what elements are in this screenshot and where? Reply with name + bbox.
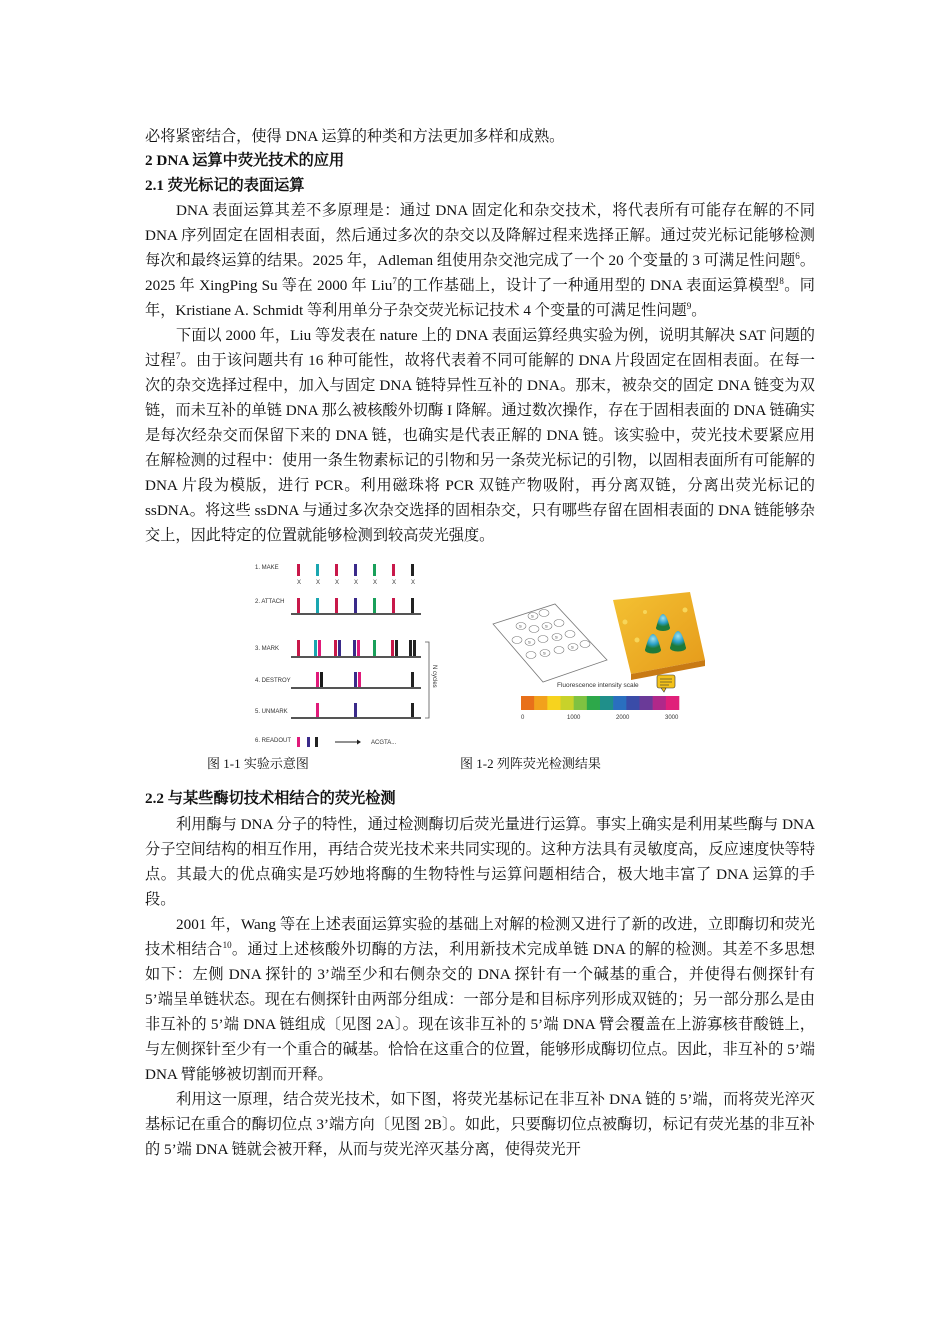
- readout-row: [297, 737, 397, 747]
- paragraph-fluorophore-principle: 利用这一原理，结合荧光技术，如下图，将荧光基标记在非互补 DNA 链的 5’端，而将荧光淬灭基标记在重合的酶切位点 3’端方向〔见图 2B〕。如此，只要酶切位点被酶切，标记有荧光基的非互补的 5’端 DNA 链就会被开释，从而与荧光淬灭基分离，使得荧光开: [145, 1090, 815, 1158]
- figure-experiment-schematic: [253, 560, 463, 760]
- step-label-unmark: 5. UNMARK: [255, 709, 288, 715]
- paragraph-surface-computing: DNA 表面运算其差不多原理是：通过 DNA 固定化和杂交技术，将代表所有可能存在解的不同 DNA 序列固定在固相表面，然后通过多次的杂交以及降解过程来选择正解。通过荧光标记能够检测每次和最终运算的结果。2025 年，Adleman 组使用杂交池完成了一个 20 个变量的 3 可满足性问题$^6$。2025 年 XingPing Su 等在 2000 年 Liu$^7$的工作基础上，设计了一种通用型的 DNA 表面运算模型$^8$。同年，Kristiane A. Schmidt 等利用单分子杂交荧光标记技术 4 个变量的可满足性问题$^9$。: [145, 202, 816, 319]
- scale-title: Fluorescence intensity scale: [557, 682, 639, 689]
- paragraph-enzyme-methods: 利用酶与 DNA 分子的特性，通过检测酶切后荧光量进行运算。事实上确实是利用某些酶与 DNA 分子空间结构的相互作用，再结合荧光技术来共同实现的。这种方法具有灵敏度高，反应速度快等特点。其最大的优点确实是巧妙地将酶的生物特性与运算问题相结合，极大地丰富了 DNA 运算的手段。: [145, 815, 815, 908]
- section-heading-2-2: 2.2 与某些酶切技术相结合的荧光检测: [145, 790, 396, 807]
- svg-text:S: S: [545, 623, 548, 629]
- comment-icon[interactable]: [657, 675, 675, 692]
- svg-text:S: S: [571, 644, 574, 650]
- unmark-row: [291, 703, 421, 719]
- svg-text:S: S: [519, 623, 522, 629]
- paragraph-wang-method: 2001 年，Wang 等在上述表面运算实验的基础上对解的检测又进行了新的改进，立即酶切和荧光技术相结合$^{10}$。通过上述核酸外切酶的方法，利用新技术完成单链 DNA 的解的检测。其差不多思想如下：左侧 DNA 探针的 3’端至少和右侧杂交的 DNA 探针有一个碱基的重合，并使得右侧探针有 5’端呈单链状态。现在右侧探针由两部分组成：一部分是和目标序列形成双链的；另一部分那么是由非互补的 5’端 DNA 链组成〔见图 2A〕。现在该非互补的 5’端 DNA 臂会覆盖在上游寡核苷酸链上，与左侧探针至少有一个重合的碱基。恰恰在这重合的位置，能够形成酶切位点。因此，非互补的 5’端 DNA 臂能够被切割而开释。: [145, 915, 815, 1083]
- scale-tick-2000: 2000: [616, 715, 630, 721]
- figure-caption-1-1: 图 1-1 实验示意图: [207, 756, 309, 771]
- scale-swatch: [521, 696, 534, 710]
- make-strands: [297, 564, 415, 586]
- section-heading-2: 2 DNA 运算中荧光技术的应用: [145, 152, 345, 169]
- figure-caption-1-2: 图 1-2 列阵荧光检测结果: [460, 756, 601, 771]
- figure-fluorescence-array: [485, 582, 710, 752]
- scale-tick-1000: 1000: [567, 715, 581, 721]
- svg-text:S: S: [543, 650, 546, 656]
- step-label-destroy: 4. DESTROY: [255, 678, 291, 684]
- figure-row: [145, 552, 815, 787]
- scale-swatch: [561, 696, 574, 710]
- scale-swatch: [587, 696, 600, 710]
- scale-swatch: [534, 696, 547, 710]
- svg-text:X: X: [316, 580, 321, 586]
- svg-text:X: X: [335, 580, 340, 586]
- scale-swatch: [600, 696, 613, 710]
- svg-text:S: S: [555, 634, 558, 640]
- step-label-attach: 2. ATTACH: [255, 599, 285, 605]
- scale-swatch: [613, 696, 626, 710]
- paragraph-liu-experiment: 下面以 2000 年，Liu 等发表在 nature 上的 DNA 表面运算经典实验为例，说明其解决 SAT 问题的过程$^7$。由于该问题共有 16 种可能性，故将代表着不同可能解的 DNA 片段固定在固相表面。在每一次的杂交选择过程中，加入与固定 DNA 链特异性互补的 DNA。那末，被杂交的固定 DNA 链变为双链，而未互补的单链 DNA 那么被核酸外切酶 I 降解。通过数次操作，存在于固相表面的 DNA 链确实是每次经杂交而保留下来的 DNA 链，也确实是代表正解的 DNA 链。该实验中，荧光技术要紧应用在解检测的过程中：使用一条生物素标记的引物和另一条荧光标记的引物，以固相表面所有可能解的 DNA 片段为模版，进行 PCR。利用磁珠将 PCR 双链产物吸附，再分离双链，分离出荧光标记的 ssDNA。将这些 ssDNA 与通过多次杂交选择的固相杂交，只有哪些存留在固相表面的 DNA 链能够杂交上，因此特定的位置就能够检测到较高荧光强度。: [145, 327, 815, 544]
- step-label-readout: 6. READOUT: [255, 738, 292, 744]
- scale-swatch: [640, 696, 653, 710]
- svg-text:X: X: [392, 580, 397, 586]
- fluorescence-color-scale: [521, 696, 679, 710]
- scale-swatch: [666, 696, 679, 710]
- svg-text:X: X: [297, 580, 302, 586]
- scale-tick-3000: 3000: [665, 715, 679, 721]
- scale-swatch: [574, 696, 587, 710]
- array-chip: [493, 604, 607, 682]
- scale-tick-0: 0: [521, 715, 525, 721]
- step-label-mark: 3. MARK: [255, 646, 280, 652]
- paragraph-intro: 必将紧密结合，使得 DNA 运算的种类和方法更加多样和成熟。: [145, 128, 565, 145]
- attach-row: [291, 598, 421, 615]
- svg-text:X: X: [373, 580, 378, 586]
- svg-text:X: X: [411, 580, 416, 586]
- mark-row: [291, 640, 421, 658]
- intensity-surface: [613, 592, 705, 680]
- scale-swatch: [653, 696, 666, 710]
- svg-text:S: S: [528, 639, 531, 645]
- scale-swatch: [547, 696, 560, 710]
- scale-swatch: [626, 696, 639, 710]
- step-label-make: 1. MAKE: [255, 565, 279, 571]
- readout-sequence: ACGTA...: [371, 740, 397, 746]
- section-heading-2-1: 2.1 荧光标记的表面运算: [145, 176, 305, 194]
- svg-text:S: S: [531, 613, 534, 619]
- svg-text:X: X: [354, 580, 359, 586]
- n-cycles-label: N cycles: [431, 665, 437, 688]
- document-page: [145, 124, 815, 1162]
- destroy-row: [291, 672, 421, 689]
